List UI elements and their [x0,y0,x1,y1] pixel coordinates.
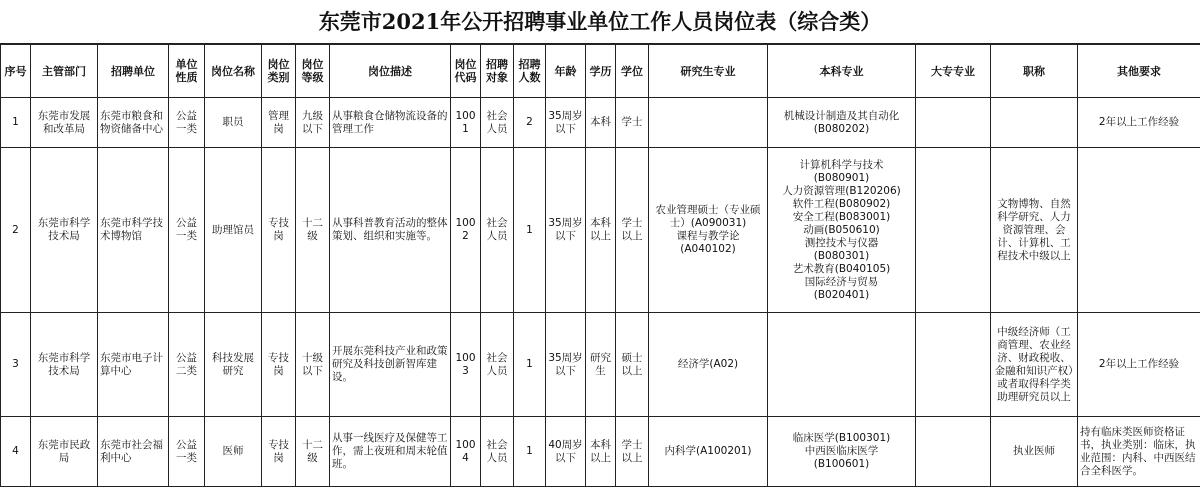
cell-level: 十级以下 [296,313,330,417]
cell-position: 助理馆员 [205,148,262,313]
cell-age: 35周岁以下 [546,313,586,417]
header-cell: 序号 [1,45,31,98]
cell-nature: 公益二类 [169,313,205,417]
cell-college-major [916,313,991,417]
cell-target: 社会人员 [481,313,514,417]
cell-edu: 研究生 [586,313,616,417]
header-cell: 岗位描述 [330,45,451,98]
cell-code: 1001 [451,98,481,148]
header-cell: 其他要求 [1078,45,1200,98]
cell-degree: 硕士以上 [616,313,649,417]
cell-edu: 本科以上 [586,417,616,487]
cell-seq: 2 [1,148,31,313]
header-cell: 主管部门 [31,45,98,98]
cell-seq: 1 [1,98,31,148]
page-title: 东莞市2021年公开招聘事业单位工作人员岗位表（综合类） [0,0,1200,44]
header-cell: 学历 [586,45,616,98]
cell-college-major [916,98,991,148]
cell-count: 2 [514,98,546,148]
cell-edu: 本科 [586,98,616,148]
cell-target: 社会人员 [481,148,514,313]
cell-target: 社会人员 [481,98,514,148]
cell-seq: 4 [1,417,31,487]
table-row [1,313,1200,417]
cell-code: 1002 [451,148,481,313]
cell-undergrad-major: 计算机科学与技术 (B080901) 人力资源管理(B120206) 软件工程(B080902) 安全工程(B083001) 动画(B050610) 测控技术与仪器 (B080301) 艺术教育(B040105) 国际经济与贸易 (B020401) [768,148,916,313]
cell-title: 执业医师 [991,417,1078,487]
cell-category: 管理岗 [262,98,296,148]
position-table [0,44,1200,487]
cell-college-major [916,417,991,487]
header-cell: 单位性质 [169,45,205,98]
cell-title: 文物博物、自然科学研究、人力资源管理、会计、计算机、工程技术中级以上 [991,148,1078,313]
cell-undergrad-major: 临床医学(B100301) 中西医临床医学 (B100601) [768,417,916,487]
cell-category: 专技岗 [262,313,296,417]
cell-position: 科技发展研究 [205,313,262,417]
header-cell: 招聘人数 [514,45,546,98]
header-cell: 招聘对象 [481,45,514,98]
cell-category: 专技岗 [262,148,296,313]
cell-code: 1004 [451,417,481,487]
cell-count: 1 [514,148,546,313]
cell-nature: 公益一类 [169,98,205,148]
cell-college-major [916,148,991,313]
cell-undergrad-major [768,313,916,417]
cell-other: 持有临床类医师资格证书，执业类别：临床，执业范围：内科、中西医结合全科医学。 [1078,417,1200,487]
cell-level: 十二级 [296,148,330,313]
cell-desc: 从事一线医疗及保健等工作，需上夜班和周末轮值班。 [330,417,451,487]
cell-dept: 东莞市发展和改革局 [31,98,98,148]
cell-title [991,98,1078,148]
cell-unit: 东莞市粮食和物资储备中心 [98,98,169,148]
header-cell: 招聘单位 [98,45,169,98]
cell-level: 十二级 [296,417,330,487]
cell-title: 中级经济师（工商管理、农业经济、财政税收、金融和知识产权）或者取得科学类助理研究员以上 [991,313,1078,417]
cell-degree: 学士 [616,98,649,148]
cell-age: 40周岁以下 [546,417,586,487]
cell-age: 35周岁以下 [546,148,586,313]
cell-grad-major: 经济学(A02) [649,313,768,417]
cell-dept: 东莞市科学技术局 [31,313,98,417]
cell-grad-major: 内科学(A100201) [649,417,768,487]
header-cell: 大专专业 [916,45,991,98]
cell-desc: 从事科普教育活动的整体策划、组织和实施等。 [330,148,451,313]
cell-other [1078,148,1200,313]
header-cell: 学位 [616,45,649,98]
cell-count: 1 [514,417,546,487]
cell-edu: 本科以上 [586,148,616,313]
cell-unit: 东莞市科学技术博物馆 [98,148,169,313]
header-cell: 岗位名称 [205,45,262,98]
header-cell: 本科专业 [768,45,916,98]
header-cell: 年龄 [546,45,586,98]
cell-grad-major: 农业管理硕士（专业硕士）(A090031) 课程与教学论 (A040102) [649,148,768,313]
cell-target: 社会人员 [481,417,514,487]
cell-category: 专技岗 [262,417,296,487]
cell-other: 2年以上工作经验 [1078,313,1200,417]
table-row [1,98,1200,148]
cell-grad-major [649,98,768,148]
cell-degree: 学士以上 [616,148,649,313]
cell-unit: 东莞市电子计算中心 [98,313,169,417]
cell-degree: 学士以上 [616,417,649,487]
cell-position: 医师 [205,417,262,487]
cell-dept: 东莞市民政局 [31,417,98,487]
table-header-row [1,45,1200,98]
cell-position: 职员 [205,98,262,148]
header-cell: 岗位代码 [451,45,481,98]
header-cell: 研究生专业 [649,45,768,98]
cell-desc: 开展东莞科技产业和政策研究及科技创新智库建设。 [330,313,451,417]
table-row [1,417,1200,487]
header-cell: 岗位等级 [296,45,330,98]
cell-nature: 公益一类 [169,148,205,313]
header-cell: 岗位类别 [262,45,296,98]
cell-seq: 3 [1,313,31,417]
cell-code: 1003 [451,313,481,417]
table-row [1,148,1200,313]
cell-level: 九级以下 [296,98,330,148]
cell-other: 2年以上工作经验 [1078,98,1200,148]
cell-desc: 从事粮食仓储物流设备的管理工作 [330,98,451,148]
cell-dept: 东莞市科学技术局 [31,148,98,313]
cell-unit: 东莞市社会福利中心 [98,417,169,487]
cell-age: 35周岁以下 [546,98,586,148]
header-cell: 职称 [991,45,1078,98]
cell-undergrad-major: 机械设计制造及其自动化 (B080202) [768,98,916,148]
cell-count: 1 [514,313,546,417]
cell-nature: 公益一类 [169,417,205,487]
